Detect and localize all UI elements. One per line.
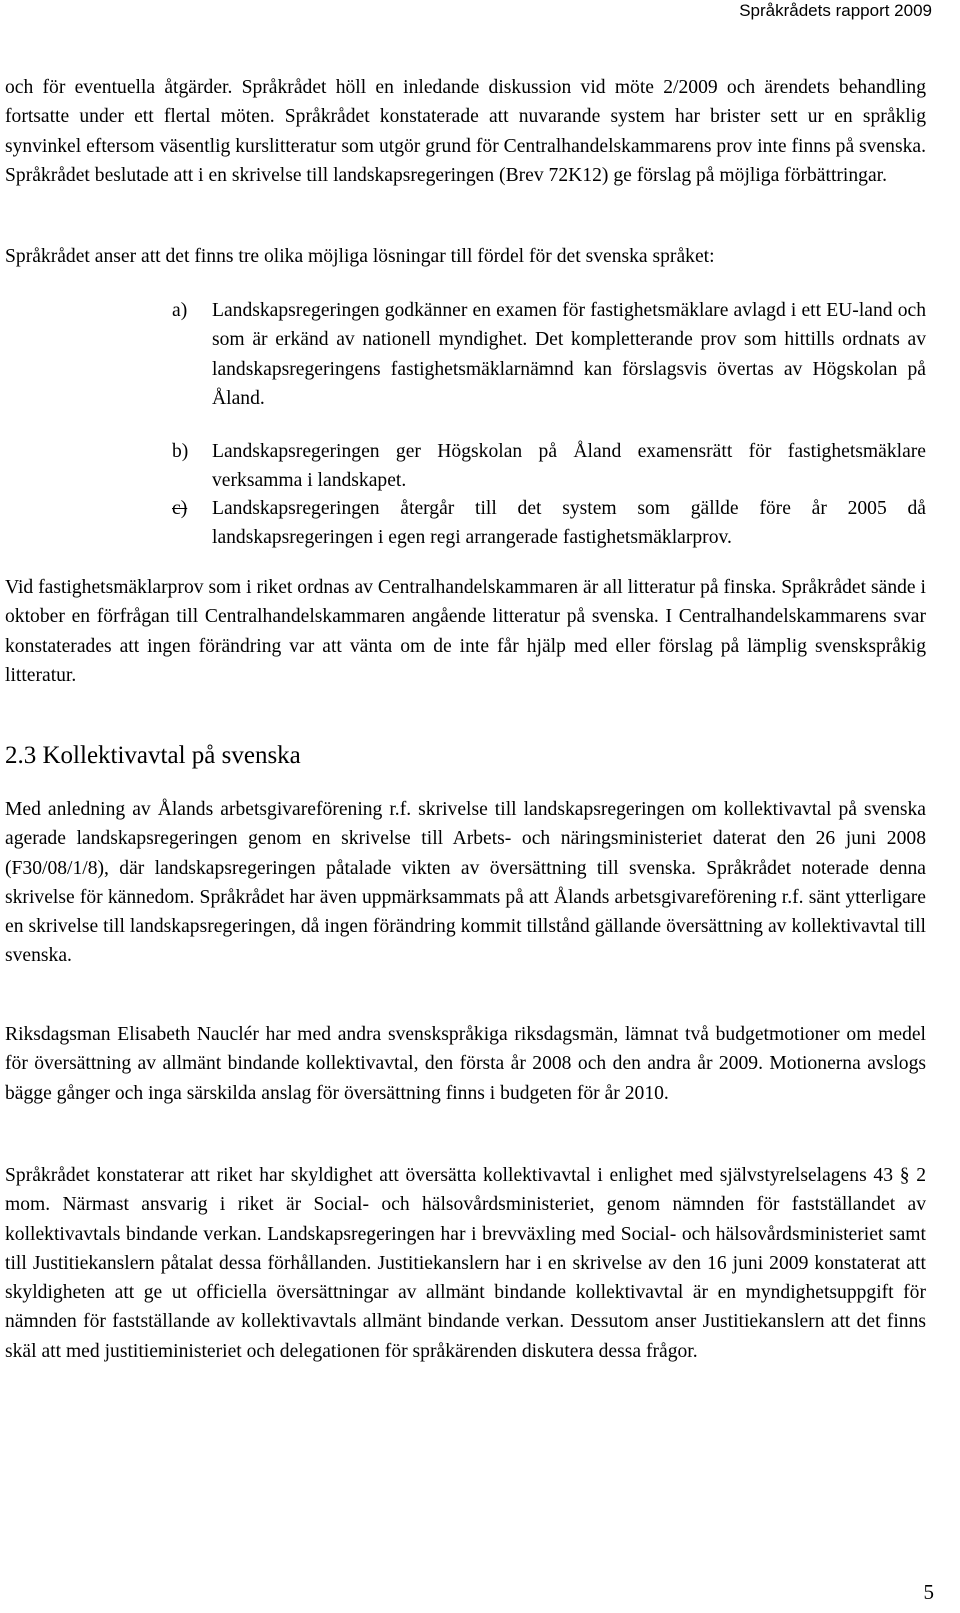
list-item-c — [5, 494, 926, 553]
section-heading: 2.3 Kollektivavtal på svenska — [5, 742, 301, 769]
paragraph-solutions-intro: Språkrådet anser att det finns tre olika möjliga lösningar till fördel för det svenska språket: — [5, 246, 715, 267]
paragraph-obligation: Språkrådet konstaterar att riket har skyldighet att översätta kollektivavtal i enlighet med självstyrelselagens 43 § 2 mom. Närmast ansvarig i riket är Social- och hälsovårdsministeriet, genom nämnden för fastställandet av kollektivavtals bindande verkan. Landskapsregeringen har i brevväxling med Social- och hälsovårdsministeriet samt till Justitiekanslern påtalat dessa förhållanden. Justitiekanslern har i en skrivelse av den 16 juni 2009 konstaterat att skyldigheten att ge ut officiella översättningar av allmänt bindande kollektivavtal är en myndighetsuppgift för nämnden för fastställande av kollektivavtals allmänt bindande verkan. Dessutom anser Justitiekanslern att det finns skäl att med justitieministeriet och delegationen för språkärenden diskutera dessa frågor. — [5, 1165, 926, 1362]
list-marker: a) — [172, 300, 188, 321]
page-number: 5 — [923, 1580, 934, 1604]
running-header: Språkrådets rapport 2009 — [739, 1, 932, 20]
paragraph-finnish-literature: Vid fastighetsmäklarprov som i riket ordnas av Centralhandelskammaren är all litteratur på finska. Språkrådet sände i oktober en förfrågan till Centralhandelskammaren angående litteratur på svenska. I Centralhandelskammarens svar konstaterades att ingen förändring var att vänta om de inte får hjälp med eller förslag på lämplig svenskspråkig litteratur. — [5, 577, 926, 686]
list-item-a — [5, 296, 926, 414]
list-marker: c) — [172, 498, 188, 519]
paragraph-intro: och för eventuella åtgärder. Språkrådet höll en inledande diskussion vid möte 2/2009 och ärendets behandling fortsatte under ett flertal möten. Språkrådet konstaterade att nuvarande system har brister sett ur en språklig synvinkel eftersom väsentlig kurslitteratur som utgör grund för Centralhandelskammarens prov inte finns på svenska. Språkrådet beslutade att i en skrivelse till landskapsregeringen (Brev 72K12) ge förslag på möjliga förbättringar. — [5, 77, 926, 186]
list-item-text: Landskapsregeringen återgår till det system som gällde före år 2005 då landskapsregeringen i egen regi arrangerade fastighetsmäklarprov. — [212, 498, 926, 549]
paragraph-budget-motions: Riksdagsman Elisabeth Nauclér har med andra svenskspråkiga riksdagsmän, lämnat två budgetmotioner om medel för översättning av allmänt bindande kollektivavtal, den första år 2008 och den andra år 2009. Motionerna avslogs bägge gånger och inga särskilda anslag för översättning finns i budgeten för år 2010. — [5, 1024, 926, 1104]
list-marker: b) — [172, 441, 189, 462]
list-item-text: Landskapsregeringen godkänner en examen för fastighetsmäklare avlagd i ett EU-land och som är erkänd av nationell myndighet. Det kompletterande prov som hittills ordnats av landskapsregeringens fastighetsmäklarnämnd kan förslagsvis övertas av Högskolan på Åland. — [212, 300, 926, 409]
paragraph-collective-agreements: Med anledning av Ålands arbetsgivareförening r.f. skrivelse till landskapsregeringen om kollektivavtal på svenska agerade landskapsregeringen genom en skrivelse till Arbets- och näringsministeriet daterat den 26 juni 2008 (F30/08/1/8), där landskapsregeringen påtalade vikten av översättning till svenska. Språkrådet noterade denna skrivelse för kännedom. Språkrådet har även uppmärksammats på att Ålands arbetsgivareförening r.f. sänt ytterligare en skrivelse till landskapsregeringen, då ingen förändring kommit tillstånd gällande översättning av kollektivavtal till svenska. — [5, 799, 926, 967]
list-item-text: Landskapsregeringen ger Högskolan på Åland examensrätt för fastighetsmäklare verksamma i landskapet. — [212, 441, 926, 492]
list-item-b — [5, 437, 926, 496]
